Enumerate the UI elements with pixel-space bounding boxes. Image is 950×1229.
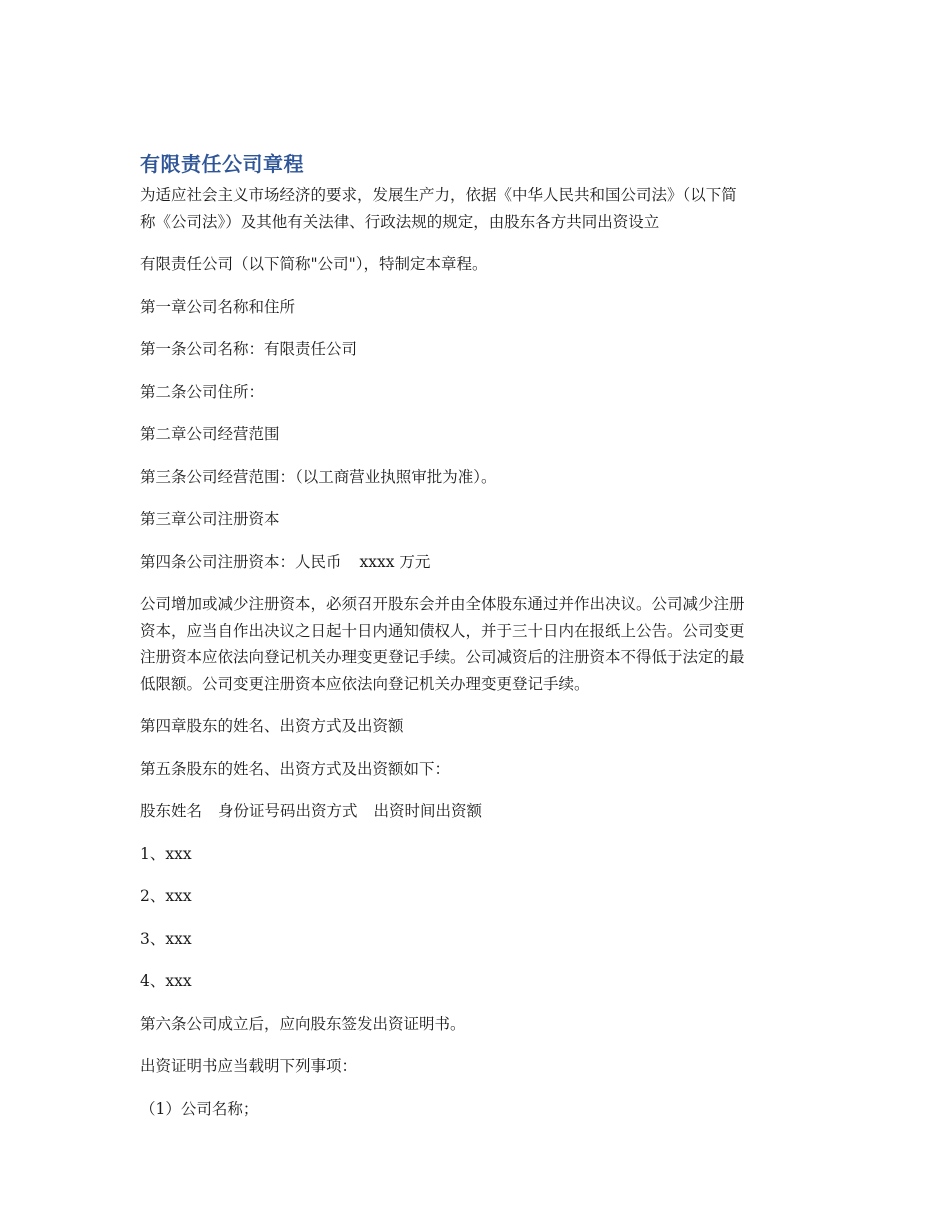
article-6: 第六条公司成立后，应向股东签发出资证明书。 xyxy=(140,1014,466,1033)
capital-line-1: 公司增加或减少注册资本，必须召开股东会并由全体股东通过并作出决议。公司减少注册 xyxy=(140,595,745,613)
capital-line-2: 资本，应当自作出决议之日起十日内通知债权人，并于三十日内在报纸上公告。公司变更 xyxy=(140,621,745,640)
shareholder-header xyxy=(140,798,810,825)
intro-line-2: 称《公司法》）及其他有关法律、行政法规的规定，由股东各方共同出资设立 xyxy=(140,212,660,231)
chapter-1-heading: 第一章公司名称和住所 xyxy=(140,297,296,316)
shareholder-row-3: 3、xxx xyxy=(140,929,192,948)
capital-line-4: 低限额。公司变更注册资本应依法向登记机关办理变更登记手续。 xyxy=(140,674,590,693)
article-4-amount: xxxx 万元 xyxy=(359,552,431,571)
capital-line-3: 注册资本应依法向登记机关办理变更登记手续。公司减资后的注册资本不得低于法定的最 xyxy=(140,648,745,666)
shareholder-header-col1: 股东姓名 xyxy=(140,802,203,820)
shareholder-row-1: 1、xxx xyxy=(140,844,192,863)
intro-line-1: 为适应社会主义市场经济的要求，发展生产力，依据《中华人民共和国公司法》（以下简 xyxy=(140,186,737,204)
certificate-item-1: （1）公司名称； xyxy=(140,1099,259,1118)
document-body xyxy=(140,150,810,1122)
chapter-2-heading: 第二章公司经营范围 xyxy=(140,425,280,443)
article-4 xyxy=(140,549,810,576)
certificate-intro: 出资证明书应当载明下列事项： xyxy=(140,1057,358,1075)
shareholder-header-col3: 出资时间出资额 xyxy=(373,802,483,820)
shareholder-row-4: 4、xxx xyxy=(140,972,192,990)
shareholder-header-col2: 身份证号码出资方式 xyxy=(218,802,358,820)
chapter-3-heading: 第三章公司注册资本 xyxy=(140,510,280,528)
shareholder-row-2: 2、xxx xyxy=(140,887,192,905)
article-3: 第三条公司经营范围：（以工商营业执照审批为准）。 xyxy=(140,467,497,486)
chapter-4-heading: 第四章股东的姓名、出资方式及出资额 xyxy=(140,717,404,735)
intro-line-3: 有限责任公司（以下简称"公司"），特制定本章程。 xyxy=(140,255,488,273)
article-4-prefix: 第四条公司注册资本：人民币 xyxy=(140,552,342,571)
document-title: 有限责任公司章程 xyxy=(140,152,304,176)
article-1: 第一条公司名称：有限责任公司 xyxy=(140,340,358,358)
article-5: 第五条股东的姓名、出资方式及出资额如下： xyxy=(140,759,451,778)
article-2: 第二条公司住所： xyxy=(140,382,265,401)
capital-paragraph xyxy=(140,591,810,697)
